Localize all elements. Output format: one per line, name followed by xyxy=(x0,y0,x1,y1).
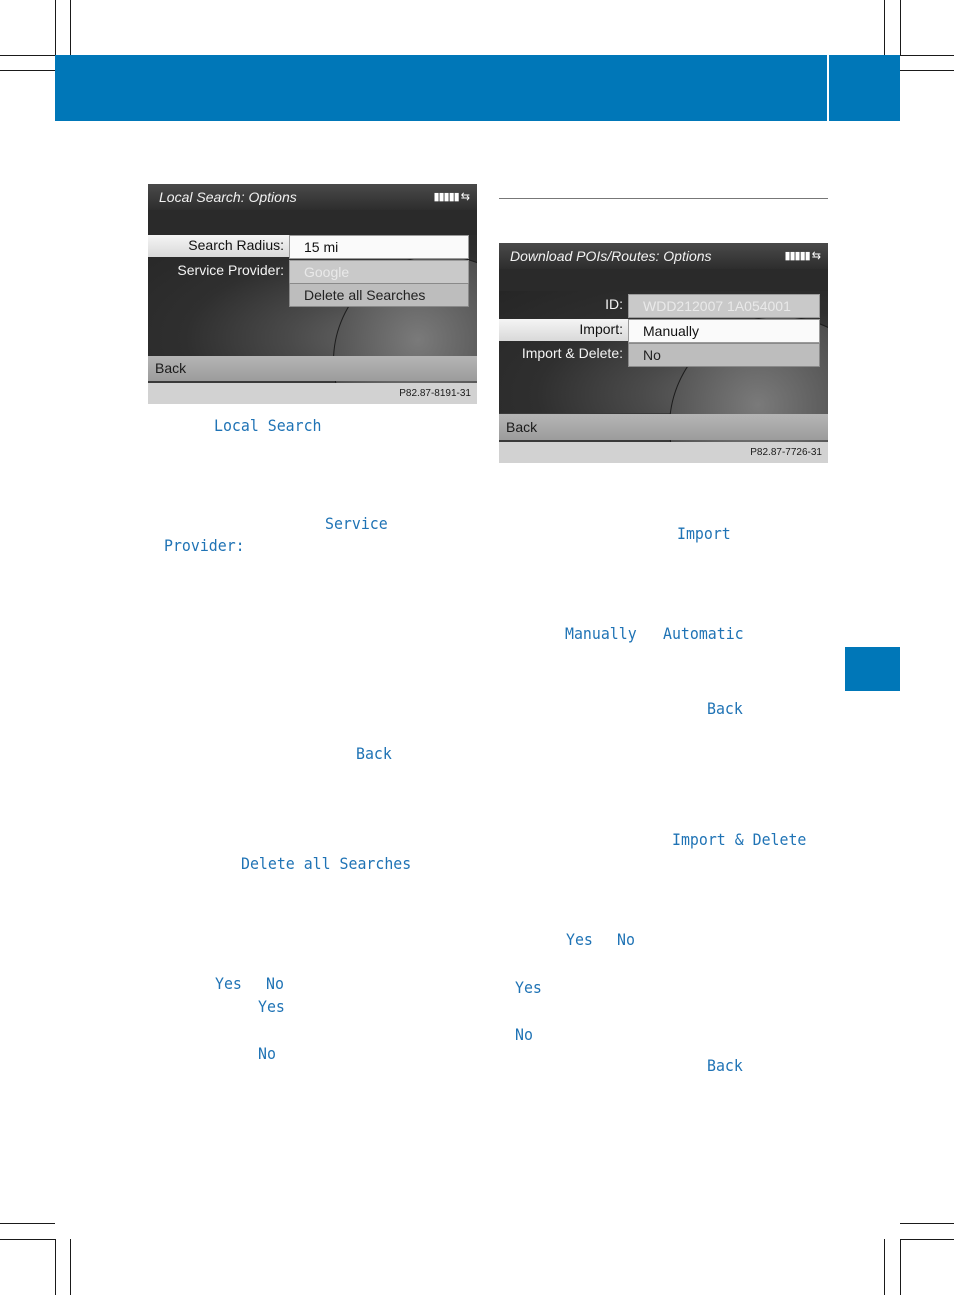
crop-mark xyxy=(0,1223,55,1224)
import-delete-no-option[interactable]: No xyxy=(628,343,820,367)
keyword-local-search: Local Search xyxy=(214,416,322,435)
crop-mark xyxy=(0,1239,55,1240)
keyword-manually: Manually xyxy=(565,624,637,643)
signal-status-icon: ▮▮▮▮▮ ⇆ xyxy=(784,250,820,262)
back-button[interactable]: Back xyxy=(148,356,477,381)
section-divider xyxy=(499,198,828,199)
vehicle-id-value: WDD212007 1A054001 xyxy=(628,294,820,318)
local-search-options-screen xyxy=(148,184,477,404)
keyword-no: No xyxy=(266,974,284,993)
crop-mark xyxy=(70,0,71,55)
crop-mark xyxy=(0,70,55,71)
keyword-yes: Yes xyxy=(515,978,542,997)
keyword-delete-all-searches: Delete all Searches xyxy=(241,854,412,873)
import-manually-option[interactable]: Manually xyxy=(628,319,820,343)
crop-mark xyxy=(55,1239,56,1295)
keyword-yes: Yes xyxy=(215,974,242,993)
keyword-yes: Yes xyxy=(258,997,285,1016)
crop-mark xyxy=(900,70,954,71)
chapter-side-tab xyxy=(845,647,900,691)
keyword-back: Back xyxy=(356,744,392,763)
search-radius-label: Search Radius: xyxy=(188,237,284,253)
keyword-no: No xyxy=(515,1025,533,1044)
crop-mark xyxy=(900,0,901,55)
keyword-provider: Provider: xyxy=(164,536,245,555)
keyword-yes: Yes xyxy=(566,930,593,949)
service-provider-label: Service Provider: xyxy=(177,262,284,278)
delete-all-searches-option[interactable]: Delete all Searches xyxy=(289,283,469,307)
import-delete-label: Import & Delete: xyxy=(521,345,623,361)
crop-mark xyxy=(55,0,56,55)
screen-title xyxy=(148,184,477,210)
page-header-bar xyxy=(55,55,827,121)
service-provider-option-google[interactable]: Google xyxy=(289,260,469,284)
signal-status-icon: ▮▮▮▮▮ ⇆ xyxy=(433,191,469,203)
crop-mark xyxy=(70,1239,71,1295)
crop-mark xyxy=(900,55,954,56)
keyword-back: Back xyxy=(707,1056,743,1075)
keyword-import: Import xyxy=(677,524,731,543)
keyword-back: Back xyxy=(707,699,743,718)
crop-mark xyxy=(900,1239,901,1295)
keyword-no: No xyxy=(258,1044,276,1063)
crop-mark xyxy=(884,0,885,55)
keyword-import-delete: Import & Delete xyxy=(672,830,807,849)
crop-mark xyxy=(900,1239,954,1240)
back-button[interactable]: Back xyxy=(499,414,828,440)
import-label: Import: xyxy=(579,321,623,337)
crop-mark xyxy=(884,1239,885,1295)
screen-spacer xyxy=(499,269,828,293)
keyword-no: No xyxy=(617,930,635,949)
keyword-service: Service xyxy=(325,514,388,533)
page-header-tab xyxy=(829,55,900,121)
figure-code: P82.87-7726-31 xyxy=(499,442,828,463)
figure-code: P82.87-8191-31 xyxy=(148,383,477,404)
keyword-automatic: Automatic xyxy=(663,624,744,643)
screen-spacer xyxy=(148,210,477,235)
download-pois-options-screen xyxy=(499,243,828,463)
screen-title-text: Download POIs/Routes: Options xyxy=(510,248,712,264)
screen-title-text: Local Search: Options xyxy=(159,189,297,205)
screen-title xyxy=(499,243,828,269)
crop-mark xyxy=(0,55,55,56)
id-label: ID: xyxy=(605,296,623,312)
crop-mark xyxy=(900,1223,954,1224)
search-radius-value[interactable]: 15 mi xyxy=(289,235,469,259)
